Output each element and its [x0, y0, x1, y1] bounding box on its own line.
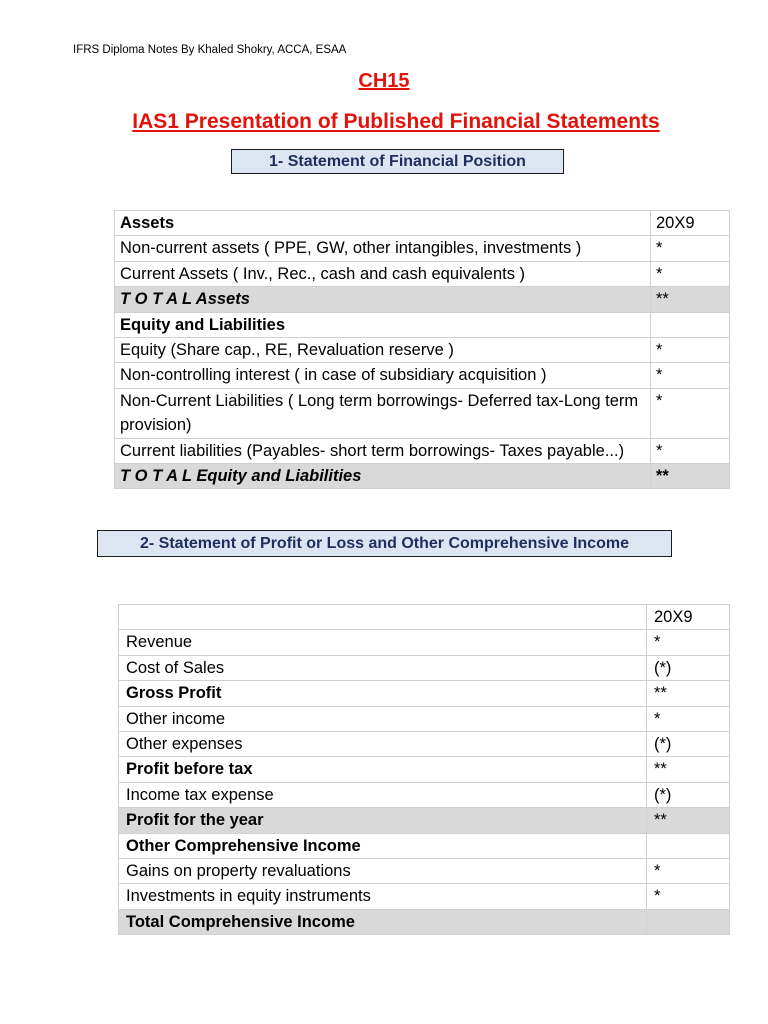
- table-row: [119, 859, 730, 884]
- row-value: (*): [647, 655, 730, 680]
- row-label: T O T A L Assets: [115, 287, 651, 312]
- section-heading-profit-or-loss: 2- Statement of Profit or Loss and Other Comprehensive Income: [97, 530, 672, 557]
- row-value: *: [647, 859, 730, 884]
- row-label: T O T A L Equity and Liabilities: [115, 464, 651, 489]
- page-title: IAS1 Presentation of Published Financial Statements: [132, 110, 660, 133]
- row-label: [119, 605, 647, 630]
- row-value: *: [647, 706, 730, 731]
- row-value: **: [647, 808, 730, 833]
- row-value: [651, 312, 730, 337]
- section-heading-financial-position: 1- Statement of Financial Position: [231, 149, 564, 174]
- row-value: [647, 909, 730, 934]
- row-label: Gross Profit: [119, 681, 647, 706]
- table-row: [119, 732, 730, 757]
- table-row: [115, 261, 730, 286]
- row-value: **: [651, 464, 730, 489]
- table-row: [119, 630, 730, 655]
- profit-or-loss-table: [118, 604, 730, 935]
- table-row: [115, 464, 730, 489]
- row-value: (*): [647, 732, 730, 757]
- row-value: 20X9: [647, 605, 730, 630]
- row-label: Gains on property revaluations: [119, 859, 647, 884]
- table-row: [115, 438, 730, 463]
- table-row: [119, 655, 730, 680]
- row-value: *: [647, 630, 730, 655]
- row-value: *: [651, 338, 730, 363]
- row-label: Current Assets ( Inv., Rec., cash and cash equivalents ): [115, 261, 651, 286]
- row-label: Investments in equity instruments: [119, 884, 647, 909]
- table-row: [115, 236, 730, 261]
- row-label: Cost of Sales: [119, 655, 647, 680]
- row-label: Income tax expense: [119, 782, 647, 807]
- table-row: [119, 605, 730, 630]
- row-value: [647, 833, 730, 858]
- row-label: Other income: [119, 706, 647, 731]
- table-row: [119, 782, 730, 807]
- row-value: *: [647, 884, 730, 909]
- table-row: [115, 338, 730, 363]
- table-row: [115, 388, 730, 438]
- row-label: Current liabilities (Payables- short term borrowings- Taxes payable...): [115, 438, 651, 463]
- table-row: [119, 757, 730, 782]
- row-label: Equity and Liabilities: [115, 312, 651, 337]
- chapter-heading: CH15: [358, 70, 410, 92]
- table-row: [115, 287, 730, 312]
- table-row: [119, 833, 730, 858]
- table-row: [119, 884, 730, 909]
- row-label: Equity (Share cap., RE, Revaluation reserve ): [115, 338, 651, 363]
- row-value: *: [651, 388, 730, 438]
- row-label: Non-controlling interest ( in case of subsidiary acquisition ): [115, 363, 651, 388]
- table-row: [119, 808, 730, 833]
- row-value: **: [647, 757, 730, 782]
- row-label: Assets: [115, 211, 651, 236]
- row-label: Other Comprehensive Income: [119, 833, 647, 858]
- row-value: *: [651, 438, 730, 463]
- row-label: Other expenses: [119, 732, 647, 757]
- table-row: [119, 706, 730, 731]
- row-value: *: [651, 236, 730, 261]
- row-value: 20X9: [651, 211, 730, 236]
- row-value: *: [651, 363, 730, 388]
- row-value: *: [651, 261, 730, 286]
- row-label: Profit for the year: [119, 808, 647, 833]
- row-value: (*): [647, 782, 730, 807]
- table-row: [119, 681, 730, 706]
- row-label: Profit before tax: [119, 757, 647, 782]
- table-row: [115, 211, 730, 236]
- row-label: Non-current assets ( PPE, GW, other intangibles, investments ): [115, 236, 651, 261]
- table-row: [119, 909, 730, 934]
- row-value: **: [651, 287, 730, 312]
- row-label: Non-Current Liabilities ( Long term borrowings- Deferred tax-Long term provision): [115, 388, 651, 438]
- row-label: Total Comprehensive Income: [119, 909, 647, 934]
- financial-position-table: [114, 210, 730, 489]
- row-value: **: [647, 681, 730, 706]
- table-row: [115, 363, 730, 388]
- table-row: [115, 312, 730, 337]
- header-note: IFRS Diploma Notes By Khaled Shokry, ACCA, ESAA: [73, 44, 347, 56]
- row-label: Revenue: [119, 630, 647, 655]
